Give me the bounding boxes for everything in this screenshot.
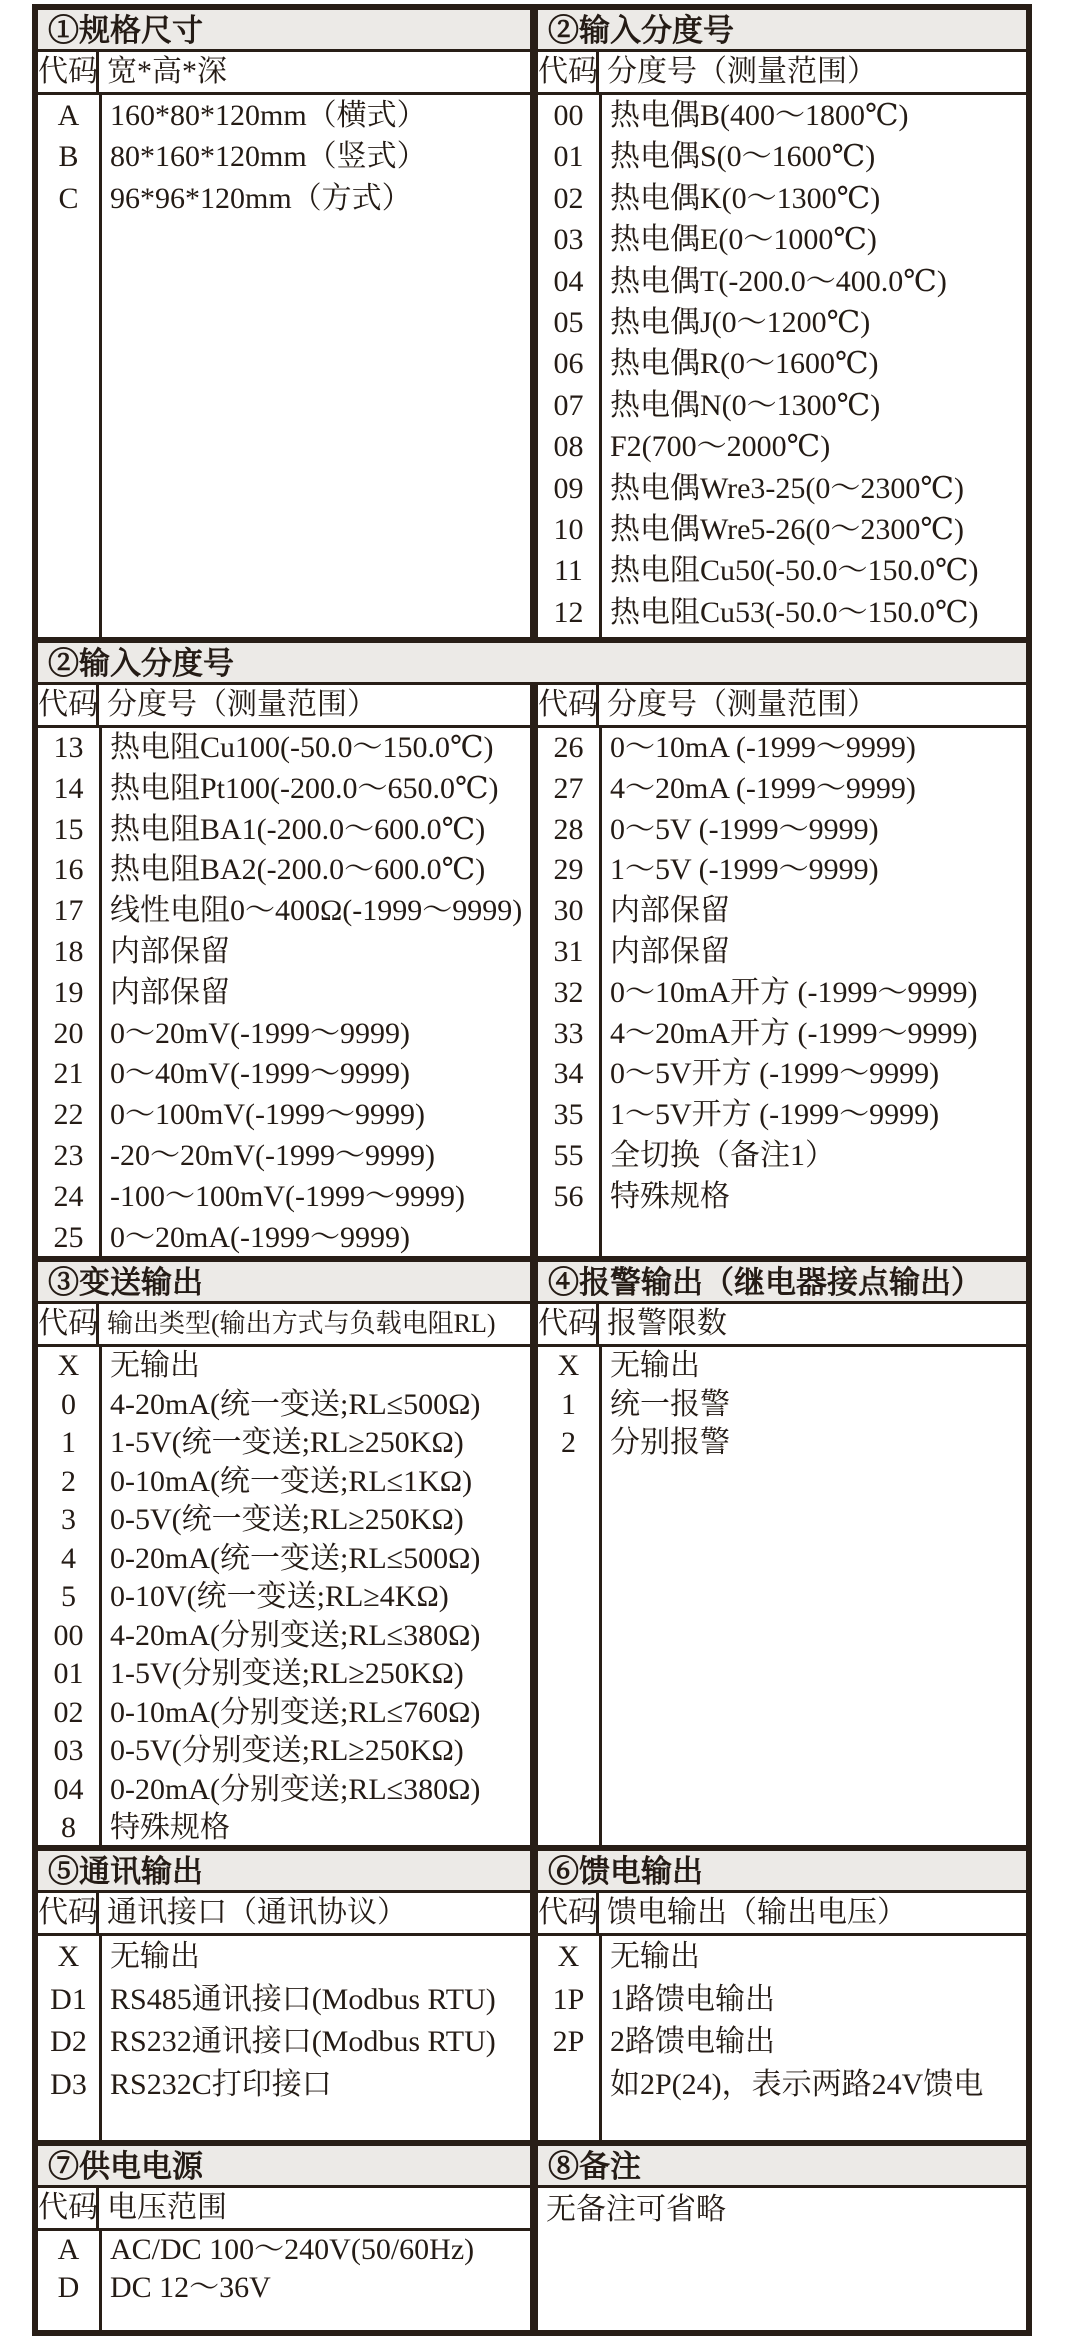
row-desc: 0～10mA (-1999～9999) [610,731,916,764]
row-code: 02 [553,181,584,215]
table-row [38,2269,530,2307]
row-code: 28 [553,812,584,846]
section-title: ④报警输出（继电器接点输出） [538,1262,1026,1304]
desc-column-header: 报警限数 [607,1307,727,1340]
column-header-row [538,685,1026,728]
row-code [538,2064,602,2107]
row-code: 04 [553,264,584,298]
row-desc: 0～20mV(-1999～9999) [110,1016,410,1050]
table-row [38,1732,530,1771]
table-row [538,810,1026,851]
table-row [538,973,1026,1014]
row-code: 8 [61,1811,76,1844]
table-row [538,1936,1026,1979]
column-header-row [538,52,1026,95]
row-code: 3 [61,1503,76,1536]
code-column-header: 代码 [538,52,599,92]
row-desc: 热电阻BA1(-200.0～600.0℃) [110,812,486,846]
row-desc: 0-10mA(分别变送;RL≤760Ω) [110,1695,481,1729]
table-row [538,1054,1026,1095]
section-spec-size [38,10,538,637]
code-column-header: 代码 [38,1304,99,1344]
row-code: 00 [553,99,584,132]
row-code: 56 [553,1179,584,1213]
row-spec-and-input [38,10,1026,637]
row-desc: 0-5V(统一变送;RL≥250KΩ) [110,1503,464,1536]
row-code: B [58,140,79,174]
table-row [38,1655,530,1694]
row-code: D1 [50,1982,87,2016]
table-row [538,261,1026,302]
table-row [538,385,1026,426]
column-header-row [538,1893,1026,1936]
row-code: A [57,2233,80,2266]
input-division-rows-00-12 [538,95,1026,637]
row-desc: 内部保留 [110,934,230,968]
table-row [38,2064,530,2107]
row-desc: 热电偶T(-200.0～400.0℃) [610,264,947,298]
row-code: C [58,181,79,215]
table-row [538,1095,1026,1136]
row-desc: 0-5V(分别变送;RL≥250KΩ) [110,1734,464,1767]
power-supply-rows [38,2231,530,2330]
table-row [38,1540,530,1579]
table-row [38,1694,530,1733]
row-code: 15 [53,812,84,846]
row-code: 25 [53,1220,84,1254]
remark-note: 无备注可省略 [546,2193,726,2226]
table-row [38,1501,530,1540]
row-desc: 0～10mA开方 (-1999～9999) [610,975,978,1009]
row-desc: 热电偶Wre3-25(0～2300℃) [610,471,964,505]
row-code: 29 [553,853,584,887]
feed-power-output-rows [538,1936,1026,2140]
row-desc: 如2P(24)，表示两路24V馈电 [610,2067,984,2101]
table-row [538,509,1026,550]
table-row [38,136,530,177]
row-desc: 统一报警 [610,1387,730,1421]
table-row [538,550,1026,591]
table-row [538,468,1026,509]
row-desc: 无输出 [610,1940,700,1973]
code-column-header: 代码 [38,2188,99,2228]
row-desc: 无输出 [110,1940,200,1973]
code-column-header: 代码 [538,1304,599,1344]
row-code: 55 [553,1138,584,1172]
row-desc: 0～20mA(-1999～9999) [110,1220,410,1254]
desc-column-header: 分度号（测量范围） [107,688,377,721]
row-desc: 无输出 [110,1349,200,1382]
code-column-header: 代码 [538,685,599,725]
table-row [38,95,530,136]
row-code: 01 [53,1657,84,1690]
row-desc: 1路馈电输出 [610,1982,775,2016]
row-desc: 全切换（备注1） [610,1138,835,1172]
row-desc: 热电偶Wre5-26(0～2300℃) [610,513,964,547]
desc-column-header: 宽*高*深 [107,55,227,88]
row-code: 5 [61,1580,76,1613]
table-row [38,1386,530,1425]
table-row [38,728,530,769]
table-row [538,1136,1026,1177]
row-code: 0 [61,1387,76,1421]
row-desc: 80*160*120mm（竖式） [110,140,427,174]
table-row [538,2064,1026,2107]
row-desc: 4-20mA(统一变送;RL≤500Ω) [110,1387,481,1421]
row-code: 04 [53,1772,84,1806]
table-row [538,932,1026,973]
section-title: ①规格尺寸 [38,10,530,52]
table-row [538,302,1026,343]
desc-column-header: 输出类型(输出方式与负载电阻RL) [107,1309,496,1338]
row-desc: 内部保留 [110,975,230,1009]
row-code: 22 [53,1098,84,1132]
section-feed-power-output [538,1851,1026,2140]
row-desc: 0-10V(统一变送;RL≥4KΩ) [110,1580,449,1613]
spec-table-sheet [32,4,1032,2336]
table-row [38,850,530,891]
input-division-left-column [38,685,538,1256]
spec-size-rows [38,95,530,637]
desc-column-header: 分度号（测量范围） [607,55,877,88]
section-input-division-continued [38,637,1026,1256]
row-code: 09 [553,471,584,505]
code-column-header: 代码 [38,685,99,725]
section-title: ②输入分度号 [538,10,1026,52]
row-code: 10 [553,513,584,547]
row-code: X [557,1349,580,1382]
row-code: A [57,99,80,132]
row-desc: 内部保留 [610,894,730,928]
row-code: 19 [53,975,84,1009]
section-title: ⑤通讯输出 [38,1851,530,1893]
row-desc: 96*96*120mm（方式） [110,181,412,215]
column-header-row [538,1304,1026,1347]
table-row [538,343,1026,384]
row-code: 26 [553,731,584,764]
row-code: 30 [553,894,584,928]
row-desc: 0-10mA(统一变送;RL≤1KΩ) [110,1464,473,1498]
row-desc: AC/DC 100～240V(50/60Hz) [110,2233,475,2266]
row-desc: 4～20mA开方 (-1999～9999) [610,1016,978,1050]
column-header-row [38,685,530,728]
section-transmit-output [38,1262,538,1845]
row-desc: 热电偶N(0～1300℃) [610,388,881,422]
section-title: ③变送输出 [38,1262,530,1304]
input-division-columns [38,685,1026,1256]
row-code: 07 [553,388,584,422]
row-code: 13 [53,731,84,764]
section-power-supply [38,2146,538,2330]
row-desc: 热电阻Cu100(-50.0～150.0℃) [110,731,494,764]
desc-column-header: 通讯接口（通讯协议） [107,1896,407,1929]
row-code: X [57,1349,80,1382]
row-desc: 1～5V开方 (-1999～9999) [610,1098,940,1132]
row-code: 2 [561,1426,576,1459]
row-desc: 1～5V (-1999～9999) [610,853,879,887]
table-row [38,2021,530,2064]
row-desc: 1-5V(分别变送;RL≥250KΩ) [110,1657,464,1690]
table-row [38,1054,530,1095]
table-row [38,1936,530,1979]
row-code: 20 [53,1016,84,1050]
row-desc: 1-5V(统一变送;RL≥250KΩ) [110,1426,464,1459]
row-code: 03 [53,1734,84,1767]
row-code: D3 [50,2067,87,2101]
table-row [38,1136,530,1177]
row-code: 17 [53,894,84,928]
row-code: 06 [553,347,584,381]
table-row [538,1347,1026,1386]
row-desc: DC 12～36V [110,2271,271,2304]
alarm-output-rows [538,1347,1026,1845]
row-code: 33 [553,1016,584,1050]
row-desc: 2路馈电输出 [610,2025,775,2058]
table-row [538,592,1026,633]
table-row [538,728,1026,769]
table-row [38,178,530,219]
section-title: ⑥馈电输出 [538,1851,1026,1893]
row-code: 1 [561,1387,576,1421]
row-desc: 特殊规格 [110,1811,230,1844]
section-title: ⑦供电电源 [38,2146,530,2188]
section-title: ⑧备注 [538,2146,1026,2188]
row-transmit-and-alarm [38,1256,1026,1845]
table-row [38,2231,530,2269]
row-desc: 0～5V开方 (-1999～9999) [610,1057,940,1091]
row-code: 2 [61,1464,76,1498]
row-code: 23 [53,1138,84,1172]
row-desc: 热电阻Pt100(-200.0～650.0℃) [110,771,499,805]
row-code: 21 [53,1057,84,1091]
section-input-division-top [538,10,1026,637]
row-code: X [57,1940,80,1973]
row-desc: 热电偶K(0～1300℃) [610,181,881,215]
transmit-output-rows [38,1347,530,1845]
row-code: 32 [553,975,584,1009]
input-division-rows-26-56 [538,728,1026,1256]
row-code: 34 [553,1057,584,1091]
desc-column-header: 分度号（测量范围） [607,688,877,721]
row-code: X [557,1940,580,1973]
row-desc: 特殊规格 [610,1179,730,1213]
row-desc: 热电阻BA2(-200.0～600.0℃) [110,853,486,887]
table-row [538,891,1026,932]
table-row [538,95,1026,136]
row-code: 00 [53,1618,84,1652]
section-remark [538,2146,1026,2330]
row-desc: 4-20mA(分别变送;RL≤380Ω) [110,1618,481,1652]
row-desc: 热电偶J(0～1200℃) [610,306,871,340]
table-row [538,136,1026,177]
table-row [538,1386,1026,1425]
row-code: 12 [553,595,584,629]
column-header-row [38,1893,530,1936]
table-row [38,1014,530,1055]
row-desc: -20～20mV(-1999～9999) [110,1138,435,1172]
input-division-rows-13-25 [38,728,530,1256]
section-title: ②输入分度号 [38,643,1026,685]
row-code: 1P [552,1982,585,2016]
table-row [538,2021,1026,2064]
row-code: 11 [554,554,583,588]
table-row [538,769,1026,810]
table-row [538,1177,1026,1218]
row-desc: 热电阻Cu50(-50.0～150.0℃) [610,554,979,588]
row-comm-and-feed [38,1845,1026,2140]
row-code: 03 [553,223,584,257]
table-row [38,1177,530,1218]
row-code: 01 [553,140,584,174]
table-row [538,1979,1026,2022]
table-row [38,973,530,1014]
table-row [538,1424,1026,1463]
row-desc: 热电偶R(0～1600℃) [610,347,879,381]
row-desc: 分别报警 [610,1426,730,1459]
column-header-row [38,2188,530,2231]
row-code: 02 [53,1695,84,1729]
table-row [38,1463,530,1502]
row-code: 18 [53,934,84,968]
input-division-right-column [538,685,1026,1256]
row-desc: 热电偶S(0～1600℃) [610,140,876,174]
section-alarm-output [538,1262,1026,1845]
row-code: 2P [552,2025,585,2058]
table-row [38,1578,530,1617]
row-code: 27 [553,771,584,805]
row-code: 08 [553,430,584,464]
row-desc: RS485通讯接口(Modbus RTU) [110,1982,496,2016]
row-code: 4 [61,1541,76,1575]
row-desc: 线性电阻0～400Ω(-1999～9999) [110,894,523,928]
table-row [38,810,530,851]
row-code: 35 [553,1098,584,1132]
row-desc: F2(700～2000℃) [610,430,831,464]
row-desc: 无输出 [610,1349,700,1382]
row-code: 14 [53,771,84,805]
code-column-header: 代码 [538,1893,599,1933]
table-row [38,891,530,932]
row-desc: 热电偶B(400～1800℃) [610,99,909,132]
code-column-header: 代码 [38,52,99,92]
row-desc: 0～100mV(-1999～9999) [110,1098,425,1132]
row-desc: RS232C打印接口 [110,2067,332,2101]
table-row [38,1095,530,1136]
table-row [538,219,1026,260]
row-desc: 4～20mA (-1999～9999) [610,771,916,805]
row-code: D2 [50,2025,87,2058]
column-header-row [38,1304,530,1347]
table-row [38,1771,530,1810]
table-row [38,1979,530,2022]
table-row [38,1809,530,1845]
row-desc: RS232通讯接口(Modbus RTU) [110,2025,496,2058]
table-row [538,850,1026,891]
code-column-header: 代码 [38,1893,99,1933]
table-row [38,1347,530,1386]
table-row [38,1218,530,1256]
row-desc: 热电偶E(0～1000℃) [610,223,877,257]
row-desc: 0-20mA(分别变送;RL≤380Ω) [110,1772,481,1806]
row-desc: 热电阻Cu53(-50.0～150.0℃) [610,595,979,629]
row-desc: 0-20mA(统一变送;RL≤500Ω) [110,1541,481,1575]
desc-column-header: 电压范围 [107,2191,227,2224]
column-header-row [38,52,530,95]
row-desc: 内部保留 [610,934,730,968]
table-row [38,769,530,810]
table-row [538,426,1026,467]
row-code: 24 [53,1179,84,1213]
row-code: 1 [61,1426,76,1459]
row-desc: 160*80*120mm（横式） [110,99,427,132]
row-code: D [57,2271,80,2304]
row-code: 16 [53,853,84,887]
table-row [538,1014,1026,1055]
row-power-and-remark [38,2140,1026,2330]
table-row [538,178,1026,219]
table-row [38,1617,530,1656]
desc-column-header: 馈电输出（输出电压） [607,1896,907,1929]
row-desc: 0～5V (-1999～9999) [610,812,879,846]
section-communication-output [38,1851,538,2140]
row-code: 05 [553,306,584,340]
row-code: 31 [553,934,584,968]
row-desc: -100～100mV(-1999～9999) [110,1179,465,1213]
table-row [38,1424,530,1463]
table-row [38,932,530,973]
row-desc: 0～40mV(-1999～9999) [110,1057,410,1091]
communication-output-rows [38,1936,530,2140]
